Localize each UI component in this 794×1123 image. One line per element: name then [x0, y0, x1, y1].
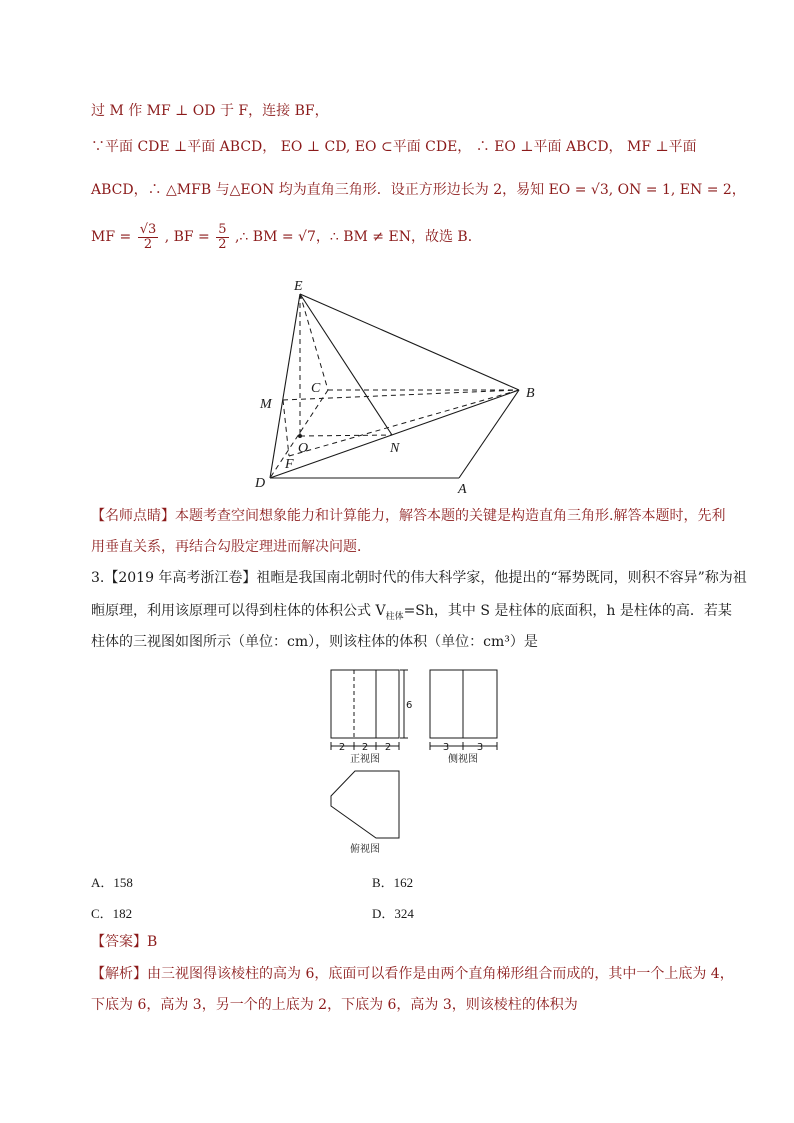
answer-line: 【答案】B — [91, 934, 158, 950]
fraction-sqrt3-over-2 — [138, 223, 159, 252]
fraction-5-over-2 — [216, 223, 228, 252]
label-E: E — [294, 279, 303, 294]
solution-line-1: 过 M 作 MF ⊥ OD 于 F，连接 BF， — [91, 103, 329, 119]
fraction-numerator: √3 — [139, 221, 157, 237]
label-D: D — [255, 476, 266, 491]
edge-ED — [270, 294, 300, 478]
volume-formula-rest: =Sh，其中 S 是柱体的底面积，h 是柱体的高．若某 — [403, 603, 732, 619]
edge-EC — [300, 294, 328, 390]
label-O: O — [298, 441, 309, 456]
side-view-caption: 侧视图 — [448, 754, 478, 765]
dim-front-label-2: 2 — [361, 742, 369, 753]
label-F: F — [285, 457, 294, 472]
conclusion-text: ,∴ BM = √7，∴ BM ≠ EN，故选 B． — [234, 229, 482, 245]
solution-line-4 — [91, 222, 482, 252]
mf-label: MF = — [91, 229, 132, 245]
top-view-outline — [331, 771, 399, 838]
dim-side-label-2: 3 — [476, 742, 484, 753]
solution-line-3: ABCD，∴ △MFB 与△EON 均为直角三角形．设正方形边长为 2，易知 EO = √3, ON = 1, EN = 2， — [91, 182, 746, 198]
question-3-line-3: 柱体的三视图如图所示（单位：cm），则该柱体的体积（单位：cm³）是 — [91, 634, 538, 650]
label-A: A — [458, 482, 467, 496]
edge-MF — [283, 400, 289, 456]
dim-front-label-1: 2 — [338, 742, 346, 753]
bf-label: , BF = — [164, 229, 210, 245]
tip-line-1: 【名师点睛】本题考查空间想象能力和计算能力，解答本题的关键是构造直角三角形.解答本题时，先利 — [91, 508, 726, 524]
top-view-caption: 俯视图 — [350, 844, 380, 855]
question-3-line-1: 3.【2019 年高考浙江卷】祖暅是我国南北朝时代的伟大科学家，他提出的“幂势既同，则积不容异”称为祖 — [91, 570, 747, 586]
question-3-line-2 — [91, 601, 732, 627]
volume-formula-text: 暅原理，利用该原理可以得到柱体的体积公式 V — [91, 603, 386, 619]
solution-line-2: ∵平面 CDE ⊥平面 ABCD， EO ⊥ CD, EO ⊂平面 CDE， ∴ EO ⊥平面 ABCD， MF ⊥平面 — [91, 139, 697, 155]
volume-formula-subscript: 柱体 — [385, 611, 404, 622]
fraction-denominator: 2 — [218, 236, 227, 252]
fraction-numerator: 5 — [218, 221, 227, 237]
edge-FB — [289, 390, 519, 456]
three-view-figure — [310, 660, 510, 860]
front-view-caption: 正视图 — [350, 754, 380, 765]
tip-line-2: 用垂直关系，再结合勾股定理进而解决问题． — [91, 539, 371, 555]
dim-side-label-1: 3 — [442, 742, 450, 753]
front-view-outline — [331, 670, 399, 738]
label-B: B — [526, 386, 535, 401]
option-a[interactable]: A．158 — [91, 875, 133, 890]
edge-CD — [270, 390, 328, 478]
label-M: M — [260, 397, 272, 412]
edge-ON — [300, 435, 392, 436]
label-N: N — [390, 441, 400, 456]
option-b[interactable]: B．162 — [372, 875, 414, 890]
label-C: C — [311, 381, 321, 396]
edge-EN — [300, 294, 392, 435]
point-O — [298, 434, 302, 438]
option-d[interactable]: D．324 — [372, 906, 414, 921]
dim-height-label: 6 — [406, 700, 413, 711]
analysis-line-1: 【解析】由三视图得该棱柱的高为 6，底面可以看作是由两个直角梯形组合而成的，其中一个上底为 4， — [91, 966, 734, 982]
edge-AB — [459, 390, 519, 478]
edge-EB — [300, 294, 519, 390]
option-c[interactable]: C．182 — [91, 906, 133, 921]
edge-DB — [270, 390, 519, 478]
dim-front-label-3: 2 — [384, 742, 392, 753]
fraction-denominator: 2 — [143, 236, 153, 252]
analysis-line-2: 下底为 6，高为 3，另一个的上底为 2，下底为 6，高为 3，则该棱柱的体积为 — [91, 997, 578, 1013]
pyramid-figure — [250, 276, 550, 496]
